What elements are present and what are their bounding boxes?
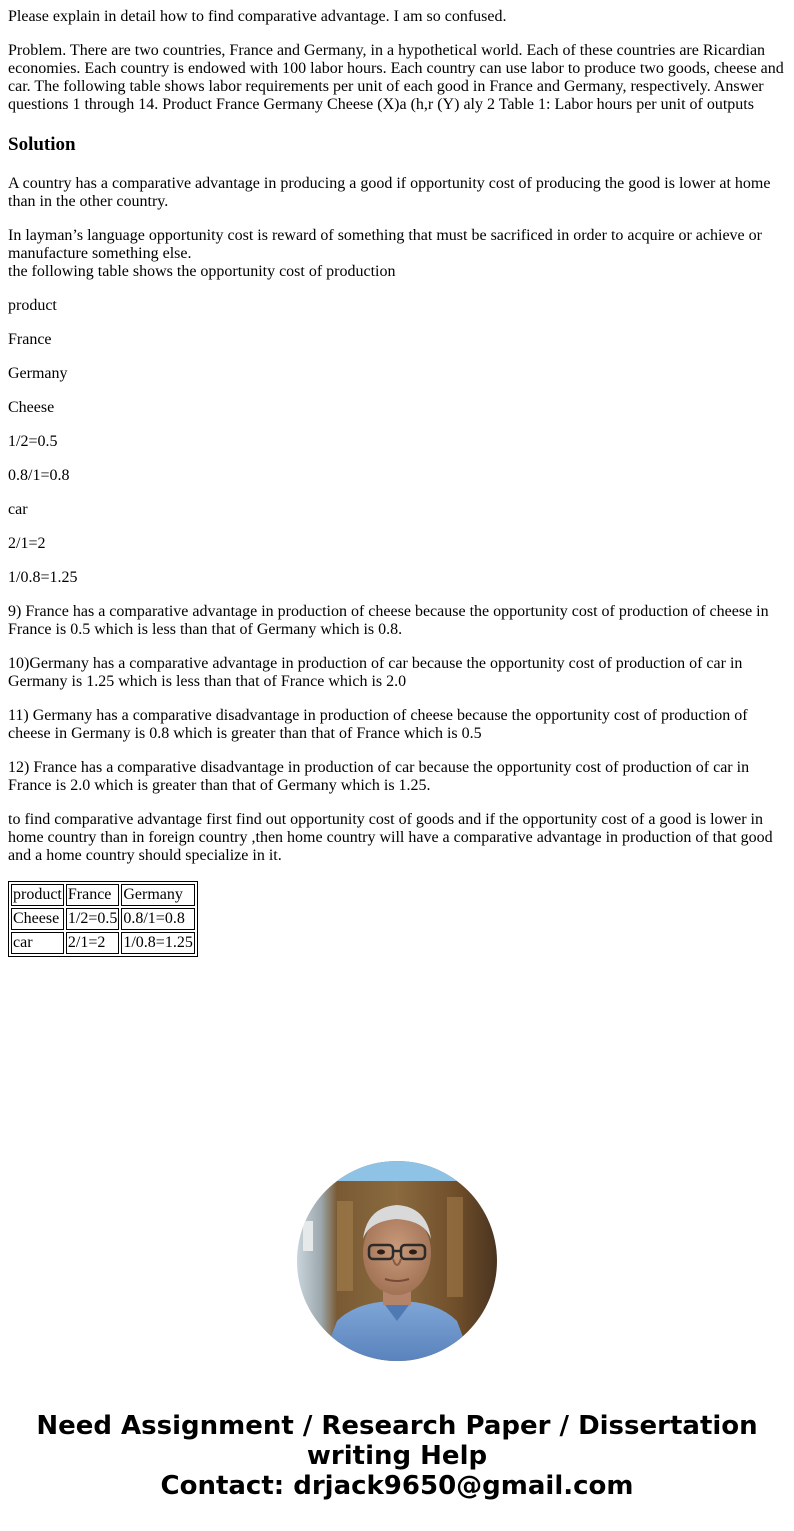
banner-line-1: Need Assignment / Research Paper / Dissertation — [36, 1411, 758, 1441]
question-title: Please explain in detail how to find comparative advantage. I am so confused. — [8, 8, 507, 25]
list-item: Germany — [8, 365, 68, 382]
opportunity-cost-explanation — [8, 227, 786, 281]
answer-10: 10)Germany has a comparative advantage in production of car because the opportunity cost of production of car in Germany is 1.25 which is less than that of France which is 2.0 — [8, 655, 743, 690]
list-item: 1/2=0.5 — [8, 433, 58, 450]
table-cell: 2/1=2 — [66, 932, 119, 954]
answer-11: 11) Germany has a comparative disadvantage in production of cheese because the opportunity cost of production of cheese in Germany is 0.8 which is greater than that of France which is 0.5 — [8, 707, 748, 742]
table-cell: Germany — [121, 884, 194, 906]
problem-statement: Problem. There are two countries, France and Germany, in a hypothetical world. Each of these countries are Ricardian economies. Each country is endowed with 100 labor hours. Each country can use labor to produce two goods, cheese and car. The following table shows labor requirements per unit of each good in France and Germany, respectively. Answer questions 1 through 14. Product France Germany Cheese (X)a (h,r (Y) aly 2 Table 1: Labor hours per unit of outputs — [8, 42, 784, 113]
table-row — [11, 884, 195, 906]
summary-paragraph: to find comparative advantage first find out opportunity cost of goods and if the opportunity cost of a good is lower in home country than in foreign country ,then home country will have a comparative advantage in production of that good and a home country should specialize in it. — [8, 811, 773, 864]
opportunity-cost-definition: In layman’s language opportunity cost is reward of something that must be sacrificed in order to acquire or achieve or manufacture something else. — [8, 227, 762, 262]
contact-banner — [0, 1411, 794, 1501]
list-item: product — [8, 297, 57, 314]
contact-email: Contact: drjack9650@gmail.com — [160, 1471, 634, 1501]
table-cell: 1/0.8=1.25 — [121, 932, 194, 954]
author-photo-icon — [297, 1161, 497, 1361]
list-item: Cheese — [8, 399, 55, 416]
answer-9: 9) France has a comparative advantage in production of cheese because the opportunity cost of production of cheese in France is 0.5 which is less than that of Germany which is 0.8. — [8, 603, 769, 638]
table-cell: car — [11, 932, 64, 954]
table-intro: the following table shows the opportunity cost of production — [8, 263, 396, 280]
table-cell: product — [11, 884, 64, 906]
answer-12: 12) France has a comparative disadvantage in production of car because the opportunity cost of production of car in France is 2.0 which is greater than that of Germany which is 1.25. — [8, 759, 750, 794]
table-cell: Cheese — [11, 908, 64, 930]
document-body — [0, 8, 794, 957]
opportunity-cost-table — [8, 881, 198, 957]
list-item: 0.8/1=0.8 — [8, 467, 70, 484]
author-avatar — [297, 1161, 497, 1361]
table-cell: France — [66, 884, 119, 906]
solution-heading: Solution — [8, 134, 76, 155]
list-item: 1/0.8=1.25 — [8, 569, 78, 586]
table-cell: 0.8/1=0.8 — [121, 908, 194, 930]
banner-line-2: writing Help — [306, 1441, 488, 1471]
table-cell: 1/2=0.5 — [66, 908, 119, 930]
list-item: 2/1=2 — [8, 535, 46, 552]
table-row — [11, 908, 195, 930]
list-item: car — [8, 501, 28, 518]
table-row — [11, 932, 195, 954]
solution-definition: A country has a comparative advantage in producing a good if opportunity cost of producing the good is lower at home than in the other country. — [8, 175, 771, 210]
list-item: France — [8, 331, 52, 348]
